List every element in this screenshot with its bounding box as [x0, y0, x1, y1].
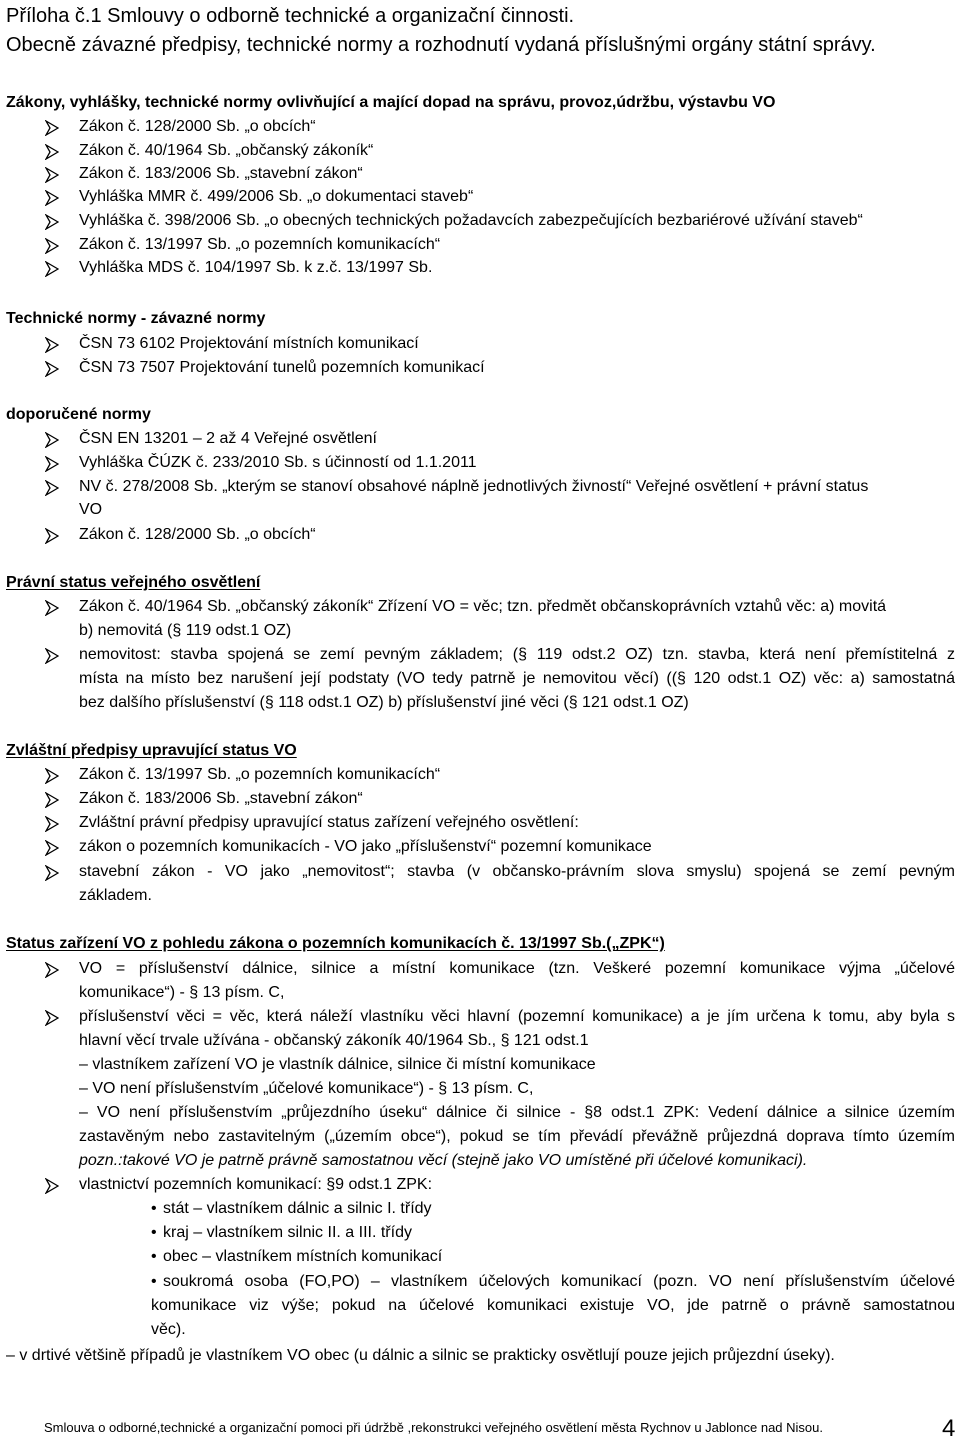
arrow-bullet-icon — [45, 600, 59, 616]
arrow-bullet-icon — [45, 865, 59, 881]
legal-status-item-2-line-3: bez dalšího příslušenství (§ 118 odst.1 OZ) b) příslušenství jiné věci (§ 121 odst.1 OZ) — [79, 694, 689, 711]
arrow-bullet-icon — [45, 1178, 59, 1194]
dot-bullet-icon: • — [151, 1224, 157, 1241]
special-heading: Zvláštní předpisy upravující status VO — [6, 742, 297, 759]
list-item: ČSN 73 6102 Projektování místních komunikací — [79, 335, 419, 352]
list-item: Zákon č. 13/1997 Sb. „o pozemních komunikacích“ — [79, 766, 441, 783]
dot-bullet-icon: • — [151, 1248, 157, 1265]
zpk-final-line: – v drtivé většině případů je vlastníkem VO obec (u dálnic a silnic se prakticky osvětlují pouze jejich průjezdní úseky). — [6, 1347, 835, 1364]
arrow-bullet-icon — [45, 190, 59, 206]
special-last-line-1: stavební zákon - VO jako „nemovitost“; stavba (v občansko-právním slova smyslu) spojená se zemí pevným — [79, 863, 955, 880]
list-item: Zákon č. 128/2000 Sb. „o obcích“ — [79, 526, 316, 543]
recommended-heading: doporučené normy — [6, 406, 151, 423]
zpk-b-note: pozn.:takové VO je patrně právně samostatnou věcí (stejně jako VO umístěné při účelové komunikaci). — [79, 1152, 808, 1169]
dot-bullet-icon: • — [151, 1200, 157, 1217]
list-item: Vyhláška MDS č. 104/1997 Sb. k z.č. 13/1997 Sb. — [79, 259, 433, 276]
list-item-continuation: VO — [79, 501, 103, 518]
list-item: Zákon č. 40/1964 Sb. „občanský zákoník“ — [79, 142, 374, 159]
norms-heading: Technické normy - závazné normy — [6, 310, 266, 327]
zpk-c-line-1: vlastnictví pozemních komunikací: §9 odst.1 ZPK: — [79, 1176, 433, 1193]
arrow-bullet-icon — [45, 962, 59, 978]
arrow-bullet-icon — [45, 167, 59, 183]
list-item: Zákon č. 183/2006 Sb. „stavební zákon“ — [79, 790, 363, 807]
laws-heading: Zákony, vyhlášky, technické normy ovlivňující a mající dopad na správu, provoz,údržbu, výstavbu VO — [6, 94, 776, 111]
zpk-a-line-2: komunikace“) - § 13 písm. C, — [79, 984, 285, 1001]
arrow-bullet-icon — [45, 432, 59, 448]
arrow-bullet-icon — [45, 816, 59, 832]
page-number: 4 — [942, 1415, 956, 1442]
arrow-bullet-icon — [45, 337, 59, 353]
zpk-b-line-4: – VO není příslušenstvím „účelové komunikace“) - § 13 písm. C, — [79, 1080, 534, 1097]
header-line-1: Příloha č.1 Smlouvy o odborně technické a organizační činnosti. — [6, 5, 575, 27]
arrow-bullet-icon — [45, 214, 59, 230]
legal-status-item-2-line-2: místa na místo bez narušení její podstaty (VO tedy patrně je nemovitou věcí) ((§ 120 odst.1 OZ) věc: a) samostatná — [79, 670, 955, 687]
arrow-bullet-icon — [45, 480, 59, 496]
zpk-b-line-2: hlavní věcí trvale užívána - občanský zákoník 40/1964 Sb., § 121 odst.1 — [79, 1032, 589, 1049]
dot-bullet-icon: • — [151, 1273, 157, 1290]
owner-bullet: kraj – vlastníkem silnic II. a III. třídy — [163, 1224, 412, 1241]
special-last-line-2: základem. — [79, 887, 152, 904]
legal-status-heading: Právní status veřejného osvětlení — [6, 574, 261, 591]
legal-status-item-2-line-1: nemovitost: stavba spojená se zemí pevným základem; (§ 119 odst.2 OZ) tzn. stavba, která není přemístitelná z — [79, 646, 955, 663]
zpk-b-line-1: příslušenství věci = věc, která náleží vlastníku věci hlavní (pozemní komunikace) a je jím určena k tomu, aby byla s — [79, 1008, 955, 1025]
header-line-2: Obecně závazné předpisy, technické normy a rozhodnutí vydaná příslušnými orgány státní správy. — [6, 34, 876, 56]
list-item: Zákon č. 13/1997 Sb. „o pozemních komunikacích“ — [79, 236, 441, 253]
zpk-b-line-6: zastavěným nebo zastavitelným („územím obce“), pokud se tím převádí převážně průjezdná doprava tímto územím — [79, 1128, 955, 1145]
list-item: Zákon č. 183/2006 Sb. „stavební zákon“ — [79, 165, 363, 182]
owner-bullet-4-line-1: soukromá osoba (FO,PO) – vlastníkem účelových komunikací (pozn. VO není příslušenstvím účelové — [163, 1273, 955, 1290]
footer-text: Smlouva o odborné,technické a organizační pomoci při údržbě ,rekonstrukci veřejného osvětlení města Rychnov u Jablonce nad Nisou. — [44, 1420, 823, 1435]
arrow-bullet-icon — [45, 361, 59, 377]
owner-bullet: obec – vlastníkem místních komunikací — [163, 1248, 443, 1265]
list-item: Vyhláška MMR č. 499/2006 Sb. „o dokumentaci staveb“ — [79, 188, 474, 205]
zpk-b-line-5: – VO není příslušenstvím „průjezdního úseku“ dálnice či silnice - §8 odst.1 ZPK: Vedení dálnice a silnice územím — [79, 1104, 955, 1121]
arrow-bullet-icon — [45, 648, 59, 664]
arrow-bullet-icon — [45, 238, 59, 254]
zpk-heading: Status zařízení VO z pohledu zákona o pozemních komunikacích č. 13/1997 Sb.(„ZPK“) — [6, 935, 665, 952]
list-item: Vyhláška ČÚZK č. 233/2010 Sb. s účinností od 1.1.2011 — [79, 454, 477, 471]
arrow-bullet-icon — [45, 528, 59, 544]
owner-bullet-4-line-2: komunikace viz výše; pokud na účelové komunikaci existuje VO, jde patrně o právně samostatnou — [151, 1297, 955, 1314]
owner-bullet: stát – vlastníkem dálnic a silnic I. třídy — [163, 1200, 432, 1217]
list-item: ČSN 73 7507 Projektování tunelů pozemních komunikací — [79, 359, 485, 376]
list-item: ČSN EN 13201 – 2 až 4 Veřejné osvětlení — [79, 430, 377, 447]
owner-bullet-4-line-3: věc). — [151, 1321, 186, 1338]
list-item: NV č. 278/2008 Sb. „kterým se stanoví obsahové náplně jednotlivých živností“ Veřejné osvětlení + právní status — [79, 478, 869, 495]
list-item: Vyhláška č. 398/2006 Sb. „o obecných technických požadavcích zabezpečujících bezbariérové užívání staveb“ — [79, 212, 863, 229]
legal-status-item-1-line-2: b) nemovitá (§ 119 odst.1 OZ) — [79, 622, 292, 639]
arrow-bullet-icon — [45, 120, 59, 136]
arrow-bullet-icon — [45, 261, 59, 277]
list-item: Zvláštní právní předpisy upravující status zařízení veřejného osvětlení: — [79, 814, 579, 831]
zpk-a-line-1: VO = příslušenství dálnice, silnice a místní komunikace (tzn. Veškeré pozemní komunikace výjma „účelové — [79, 960, 955, 977]
list-item: zákon o pozemních komunikacích - VO jako „příslušenství“ pozemní komunikace — [79, 838, 652, 855]
arrow-bullet-icon — [45, 456, 59, 472]
arrow-bullet-icon — [45, 144, 59, 160]
arrow-bullet-icon — [45, 840, 59, 856]
list-item: Zákon č. 128/2000 Sb. „o obcích“ — [79, 118, 316, 135]
arrow-bullet-icon — [45, 768, 59, 784]
arrow-bullet-icon — [45, 1010, 59, 1026]
zpk-b-line-3: – vlastníkem zařízení VO je vlastník dálnice, silnice či místní komunikace — [79, 1056, 596, 1073]
legal-status-item-1-line-1: Zákon č. 40/1964 Sb. „občanský zákoník“ Zřízení VO = věc; tzn. předmět občanskoprávních vztahů věc: a) movitá — [79, 598, 887, 615]
arrow-bullet-icon — [45, 792, 59, 808]
